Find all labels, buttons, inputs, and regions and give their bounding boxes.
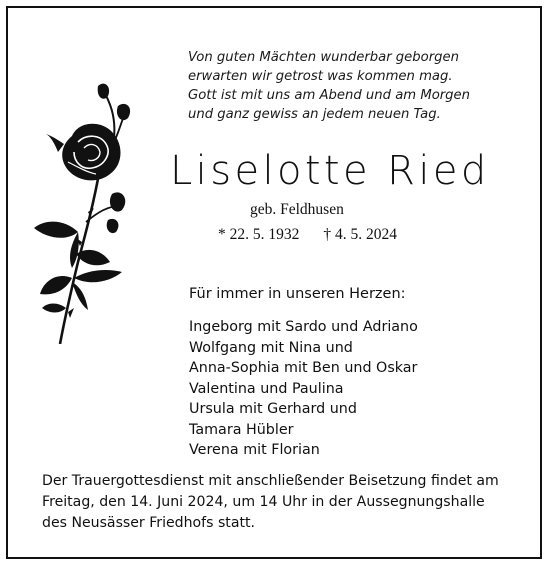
poem	[188, 48, 488, 124]
poem-line: Gott ist mit uns am Abend und am Morgen	[188, 88, 471, 103]
poem-line: erwarten wir getrost was kommen mag.	[188, 69, 453, 84]
mourner-line: Valentina und Paulina	[189, 380, 344, 397]
life-dates	[218, 226, 397, 244]
mourner-line: Ursula mit Gerhard und	[189, 401, 357, 417]
mourners-heading: Für immer in unseren Herzen:	[189, 286, 406, 302]
service-announcement	[42, 471, 512, 534]
birth-date: * 22. 5. 1932	[218, 226, 300, 243]
death-date: † 4. 5. 2024	[323, 226, 397, 243]
service-line: Freitag, den 14. Juni 2024, um 14 Uhr in der Aussegnungshalle	[42, 494, 485, 510]
poem-line: Von guten Mächten wunderbar geborgen	[188, 50, 459, 65]
mourner-line: Verena mit Florian	[189, 442, 320, 458]
deceased-name: Liselotte Ried	[170, 148, 490, 194]
service-line: Der Trauergottesdienst mit anschließender Beisetzung findet am	[42, 473, 499, 489]
mourners-list	[189, 317, 418, 461]
mourner-line: Anna-Sophia mit Ben und Oskar	[189, 360, 418, 376]
mourner-line: Tamara Hübler	[189, 421, 294, 438]
mourner-line: Wolfgang mit Nina und	[189, 339, 353, 356]
mourner-line: Ingeborg mit Sardo und Adriano	[189, 319, 418, 335]
poem-line: und ganz gewiss an jedem neuen Tag.	[188, 107, 441, 122]
rose-illustration-icon	[28, 82, 148, 344]
service-line: des Neusässer Friedhofs statt.	[42, 515, 255, 531]
maiden-name: geb. Feldhusen	[250, 201, 344, 218]
